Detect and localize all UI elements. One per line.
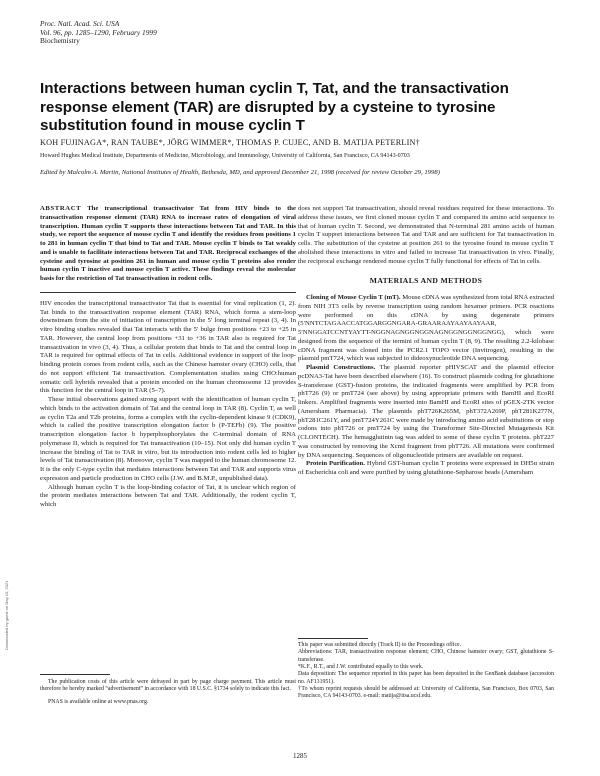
protein-paragraph — [298, 460, 554, 478]
abstract-text: The transcriptional transactivator Tat from HIV binds to the transactivation response element (TAR) RNA to increase rates of elongation of viral transcription. Human cyclin T supports these interactions between Tat and TAR. In this study, we report the sequence of mouse cyclin T and identify the residues from positions 1 to 281 in human cyclin T that bind to Tat and TAR. Mouse cyclin T binds to Tat weakly and is unable to facilitate interactions between Tat and TAR. Reciprocal exchanges of the cysteine and tyrosine at position 261 in human and mouse cyclin T proteins also render human cyclin T inactive and mouse cyclin T active. These findings reveal the molecular basis for the restriction of Tat transactivation in rodent cells. — [40, 205, 296, 282]
methods-heading: MATERIALS AND METHODS — [369, 276, 483, 286]
edited-by: Edited by Malcolm A. Martin, National Institutes of Health, Bethesda, MD, and approved December 21, 1998 (received for review October 29, 1998) — [40, 169, 440, 176]
intro-paragraph-4: does not support Tat transactivation, should reveal residues required for these interactions. To address these issues, we first cloned mouse cyclin T and compared its amino acid sequence to that of human cyclin T. Second, we demonstrated that N-terminal 281 amino acids of human cyclin T support interactions between Tat and TAR and are sufficient for Tat transactivation in cells. The substitution of the cysteine at position 261 to the tyrosine found in mouse cyclin T abolished these interactions in vitro and failed to increase Tat transactivation in vivo. Finally, the reciprocal exchange rendered mouse cyclin T fully functional for effects of Tat in cells. — [298, 205, 554, 265]
affiliation: Howard Hughes Medical Institute, Departments of Medicine, Microbiology, and Immunology, University of California, San Francisco, CA 94143-0703 — [40, 153, 410, 159]
article-title: Interactions between human cyclin T, Tat, and the transactivation response element (TAR) are disrupted by a cysteine to tyrosine substitution found in mouse cyclin T — [40, 80, 509, 134]
plasmid-heading: Plasmid Constructions. — [306, 364, 376, 371]
abstract-label: ABSTRACT — [40, 205, 82, 212]
submission-note: This paper was submitted directly (Track II) to the Proceedings office. — [298, 642, 462, 648]
cloning-paragraph — [298, 294, 554, 364]
data-deposition-note: Data deposition: The sequence reported in this paper has been deposited in the GenBank database (accession no. AF131951). — [298, 671, 554, 685]
abbreviations-note: Abbreviations: TAR, transactivation response element; CHO, Chinese hamster ovary; GST, glutathione S-transferase. — [298, 649, 554, 663]
journal-header — [40, 20, 157, 46]
footnote-rule-left — [40, 674, 110, 675]
protein-heading: Protein Purification. — [306, 460, 365, 468]
plasmid-paragraph — [298, 364, 554, 460]
abstract — [40, 205, 296, 284]
download-stamp: Downloaded by guest on May 10, 2021 — [4, 580, 9, 650]
cloning-text: Mouse cDNA was synthesized from total RNA extracted from NIH 3T3 cells by reverse transcription using random hexamer primers. PCR reactions were performed on this cDNA by using degenerate primers (5′NNTCTAGAACCATGGARGGNGARA-GRAARAAYAAYAAYAAR, 5′NNGGATCCNTYAYTT-NGGNAGNGGNGGNAGNGGNGGNGGNGG), which were designed from the sequence of the termini of human cyclin T (8, 9). The resulting 2.2-kilobase cDNA fragment was cloned into the PCR2.1 TOPO vector (Invitrogen), resulting in the plasmid pmT724, which was subjected to dideoxynucleotide DNA sequencing. — [298, 294, 555, 363]
intro-paragraph-1: HIV encodes the transcriptional transactivator Tat that is essential for viral replication (1, 2). Tat binds to the transactivation response element (TAR) RNA, which forms a stem-loop downstream from the site of initiation of transcription in the 5′ long terminal repeat (3, 4). In vitro binding studies revealed that Tat interacts with the 5′ bulge from positions +23 to +25 in TAR. However, the central loop from positions +31 to +36 in TAR also is required for Tat transactivation in vivo (3, 4). Thus, a cellular protein that binds to Tat and the central loop in TAR is required for optimal effects of Tat in cells. Additional evidence in support of the loop-binding protein comes from rodent cells, such as the Chinese hamster ovary (CHO) cells, that do not support efficient Tat transactivation. Complementation studies using CHO:human somatic cell hybrids revealed that a protein encoded on the human chromosome 12 provides this function for the central loop in TAR (5–7). — [40, 299, 296, 395]
author-list: KOH FUJINAGA*, RAN TAUBE*, JÖRG WIMMER*, THOMAS P. CUJEC, AND B. MATIJA PETERLIN† — [40, 138, 420, 147]
equal-contribution-note: *K.F., R.T., and J.W. contributed equally to this work. — [298, 664, 424, 671]
page-number: 1285 — [293, 752, 307, 760]
intro-paragraph-3: Although human cyclin T is the loop-binding cofactor of Tat, it is unclear which region of the protein mediates interactions between Tat and TAR. Additionally, the rodent cyclin T, which — [40, 483, 296, 508]
journal-volume: Vol. 96, pp. 1285–1290, February 1999 — [40, 27, 157, 37]
page-charge-note: The publication costs of this article were defrayed in part by page charge payment. This article must therefore be hereby marked “advertisement” in accordance with 18 U.S.C. §1734 solely to indicate this fact. — [40, 679, 296, 693]
journal-name: Proc. Natl. Acad. Sci. USA — [40, 19, 120, 28]
publication-cost-note — [40, 674, 296, 706]
cloning-heading: Cloning of Mouse Cyclin T (mT). — [306, 294, 401, 301]
footnotes — [298, 638, 554, 701]
right-column — [298, 205, 554, 478]
abstract-rule — [40, 292, 296, 293]
protein-text: Hybrid GST-human cyclin T proteins were expressed in DH5α strain of Escherichia coli and were purified by using glutathione-Sepharose beads (Amersham — [298, 460, 554, 476]
plasmid-text: The plasmid reporter pHIVSCAT and the plasmid effector pcDNA3-Tat have been described elsewhere (16). To construct plasmids coding for glutathione S-transferase (GST)-fusion proteins, the indicated fragments were amplified by PCR from phT726 (9) or pmT724 (see above) by using appropriate primers with BamHI and EcoRI linkers. Amplified fragments were inserted into BamHI and EcoRI sites of pGEX-2TK vector (Amersham Pharmacia). The plasmids phT726K265M, phT372A269P, phT281K277N, phT281C261Y, and pmT724Y261C were made by introducing amino acid substitutions or stop codons into phT726 or pmT724 by using the Transformer Site-Directed Mutagenesis Kit (CLONTECH). The hemagglutinin tag was added to some of these cyclin T proteins. phT227 was constructed by removing the XcmI fragment from phT726. All mutations were confirmed by DNA sequencing. Sequences of oligonucleotide primers are available on request. — [298, 364, 554, 459]
pnas-online-note: PNAS is available online at www.pnas.org. — [48, 698, 149, 705]
intro-paragraph-2: These initial observations gained strong support with the identification of human cyclin T, which binds to the activation domain of Tat and the central loop in TAR (8). Cyclin T, as well as cyclin T2a and T2b proteins, forms a complex with the cyclin-dependent kinase 9 (CDK9), which is called the positive transcription elongation factor b (P-TEFb) (9). The positive transcription elongation factor b hyperphosphorylates the C-terminal domain of RNA polymerase II, which is required for Tat transactivation (10–15). Not only did human cyclin T increase the binding of Tat to TAR in vitro, but its introduction into rodent cells led to higher levels of Tat transactivation (8). Moreover, cyclin T was mapped to the human chromosome 12. It is the only C-type cyclin that mediates interactions between Tat and TAR and supports virus expression and particle production in CHO cells (J.W. and B.M.P., unpublished data). — [40, 396, 296, 482]
journal-section: Biochemistry — [40, 36, 80, 46]
left-column — [40, 205, 296, 510]
footnote-rule-right — [298, 638, 368, 639]
reprint-request-note: †To whom reprint requests should be addressed at: University of California, San Francisco, Box 0703, San Francisco, CA 94143-0703. e-mail: matija@itsa.ucsf.edu. — [298, 686, 554, 700]
